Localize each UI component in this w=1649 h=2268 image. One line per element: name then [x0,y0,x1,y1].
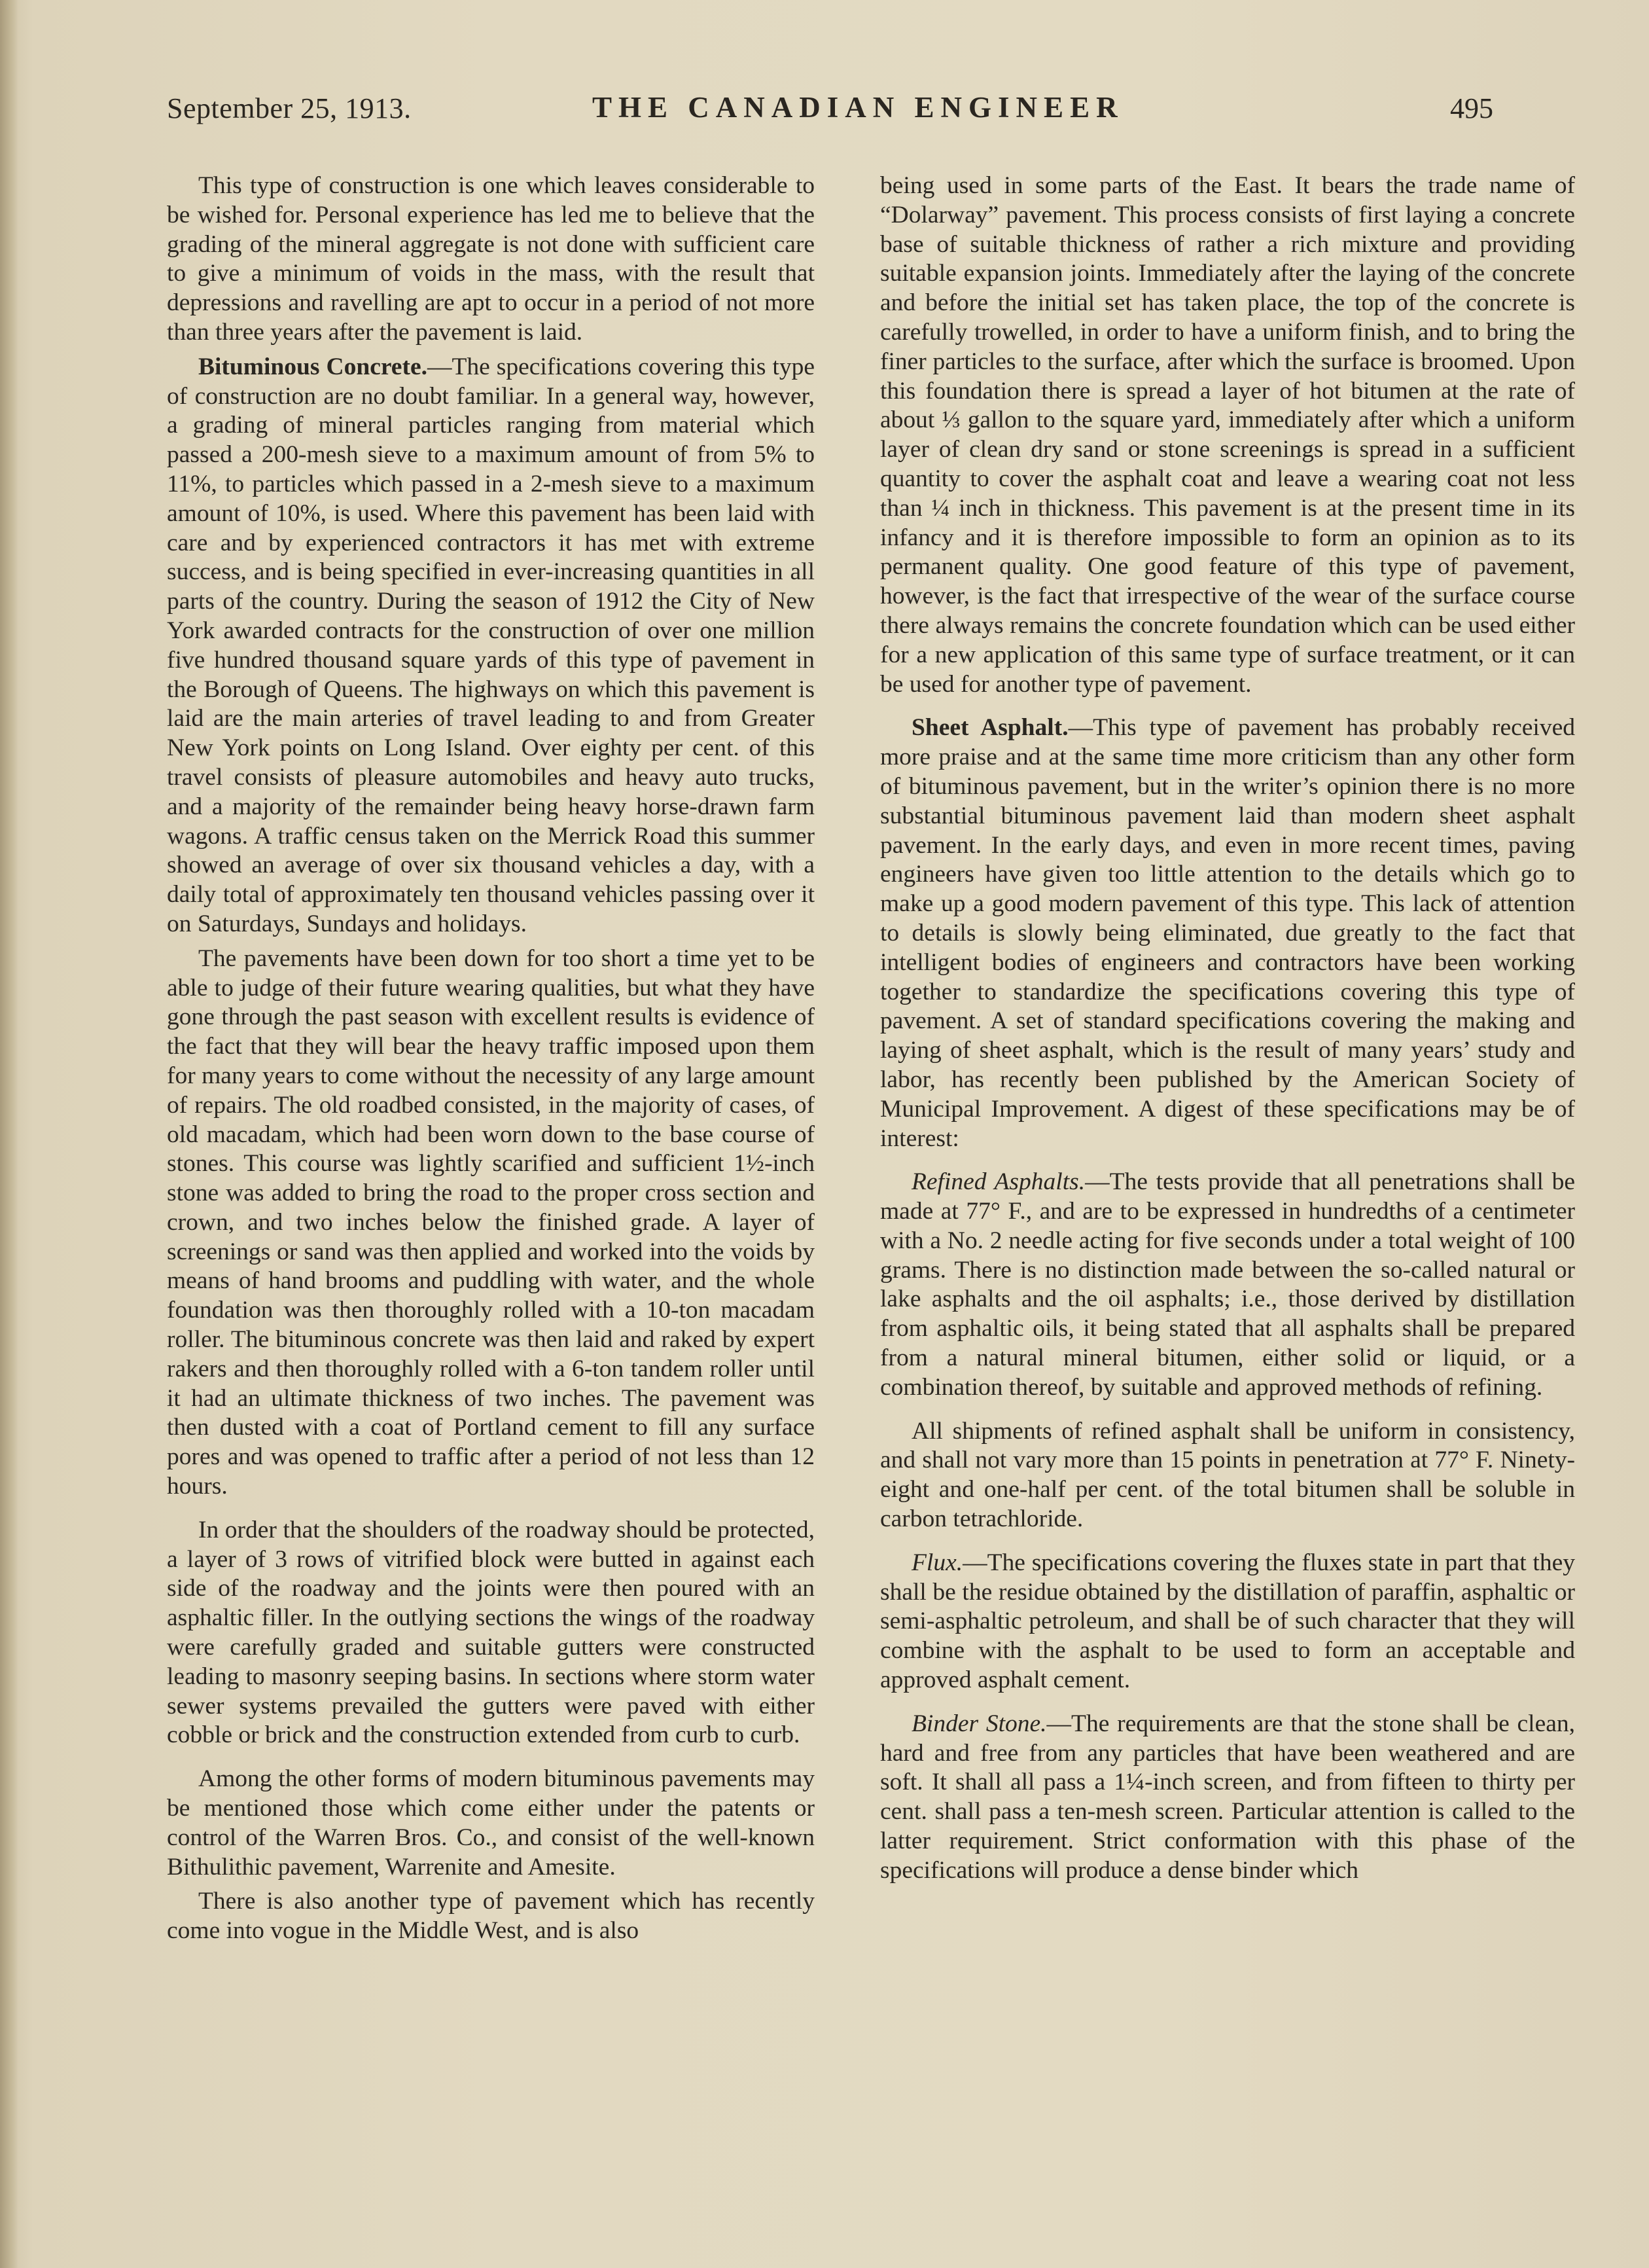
header-date: September 25, 1913. [167,92,412,124]
paragraph: There is also another type of pavement which has recently come into vogue in the Middle West, and is also [167,1888,815,1945]
subsection-heading: Flux. [912,1549,963,1576]
paragraph-text: —The specifications covering this type of construction are no doubt familiar. In a general way, however, a grading of mineral particles ranging from material which passed a 200-mesh sieve to a maximum amount of from 5% to 11%, to particles which passed in a 2-mesh sieve to a maximum amount of 10%, is used. Where this pavement has been laid with care and by experienced contractors it has met with extreme success, and is being specified in ever-increasing quantities in all parts of the country. During the season of 1912 the City of New York awarded contracts for the construction of over one million five hundred thousand square yards of this type of pavement in the Borough of Queens. The highways on which this pavement is laid are the main arteries of travel leading to and from Greater New York points on Long Island. Over eighty per cent. of this travel consists of pleasure automobiles and heavy auto trucks, and a majority of the remainder being heavy horse-drawn farm wagons. A traffic census taken on the Merrick Road this summer showed an average of over six thousand vehicles a day, with a daily total of approximately ten thousand vehicles passing over it on Saturdays, Sundays and holidays. [167,353,815,937]
paragraph-text: —The tests provide that all penetrations shall be made at 77° F., and are to be expressed in hundredths of a centimeter with a No. 2 needle acting for five seconds under a total weight of 100 grams. There is no distinction made between the so-called natural or lake asphalts and the oil asphalts; i.e., those derived by distillation from asphaltic oils, it being stated that all asphalts shall be prepared from a natural mineral bitumen, either solid or liquid, or a combination thereof, by suitable and approved methods of refining. [880,1168,1575,1401]
page-number: 495 [1450,92,1493,124]
paragraph [167,353,815,939]
paragraph: In order that the shoulders of the roadway should be protected, a layer of 3 rows of vitrified block were butted in against each side of the roadway and the joints were then poured with an asphaltic filler. In the outlying sections the wings of the roadway were carefully graded and suitable gutters were constructed leading to masonry seeping basins. In sections where storm water sewer systems prevailed the gutters were paved with either cobble or brick and the construction extended from curb to curb. [167,1516,815,1749]
journal-title: THE CANADIAN ENGINEER [592,91,1124,124]
paragraph [880,713,1575,1153]
left-column [167,171,815,1951]
paragraph: being used in some parts of the East. It bears the trade name of “Dolarway” pavement. This process consists of first laying a concrete base of suitable thickness of rather a rich mixture and providing suitable expansion joints. Immediately after the laying of the concrete and before the initial set has taken place, the top of the concrete is carefully trowelled, in order to have a uniform finish, and to bring the finer particles to the surface, after which the surface is broomed. Upon this foundation there is spread a layer of hot bitumen at the rate of about ⅓ gallon to the square yard, immediately after which a uniform layer of clean dry sand or stone screenings is spread in a sufficient quantity to cover the asphalt coat and leave a wearing coat not less than ¼ inch in thickness. This pavement is at the present time in its infancy and it is therefore impossible to form an opinion as to its permanent quality. One good feature of this type of pavement, however, is the fact that irrespective of the wear of the surface course there always remains the concrete foundation which can be used either for a new application of this same type of surface treatment, or it can be used for another type of pavement. [880,172,1575,698]
paragraph: This type of construction is one which leaves considerable to be wished for. Personal experience has led me to believe that the grading of the mineral aggregate is not done with sufficient care to give a minimum of voids in the mass, with the result that depressions and ravelling are apt to occur in a period of not more than three years after the pavement is laid. [167,172,815,346]
paragraph: All shipments of refined asphalt shall be uniform in consistency, and shall not vary more than 15 points in penetration at 77° F. Ninety-eight and one-half per cent. of the total bitumen shall be soluble in carbon tetrachloride. [880,1417,1575,1533]
binding-shadow [0,0,18,2268]
paragraph: Among the other forms of modern bituminous pavements may be mentioned those which come either under the patents or control of the Warren Bros. Co., and consist of the well-known Bithulithic pavement, Warrenite and Amesite. [167,1765,815,1881]
subsection-heading: Binder Stone. [912,1710,1047,1737]
paragraph-text: —The specifications covering the fluxes state in part that they shall be the residue obtained by the distillation of paraffin, asphaltic or semi-asphaltic petroleum, and shall be of such character that they will combine with the asphalt to be used to form an acceptable and approved asphalt cement. [880,1549,1575,1694]
paragraph [880,1710,1575,1886]
section-heading: Bituminous Concrete. [198,353,427,380]
paragraph: The pavements have been down for too short a time yet to be able to judge of their future wearing qualities, but what they have gone through the past season with excellent results is evidence of the fact that they will bear the heavy traffic imposed upon them for many years to come without the necessity of any large amount of repairs. The old roadbed consisted, in the majority of cases, of old macadam, which had been worn down to the base course of stones. This course was lightly scarified and sufficient 1½-inch stone was added to bring the road to the proper cross section and crown, and two inches below the finished grade. A layer of screenings or sand was then applied and worked into the voids by means of hand brooms and puddling with water, and the whole foundation was then thoroughly rolled with a 10-ton macadam roller. The bituminous concrete was then laid and raked by expert rakers and then thoroughly rolled with a 6-ton tandem roller until it had an ultimate thickness of two inches. The pavement was then dusted with a coat of Portland cement to fill any surface pores and was opened to traffic after a period of not less than 12 hours. [167,945,815,1500]
paragraph-text: —This type of pavement has probably received more praise and at the same time more criticism than any other form of bituminous pavement, but in the writer’s opinion there is no more substantial bituminous pavement laid than modern sheet asphalt pavement. In the early days, and even in more recent times, paving engineers have given too little attention to the details which go to make up a good modern pavement of this type. This lack of attention to details is slowly being eliminated, due greatly to the fact that intelligent bodies of engineers and contractors have been working together to standardize the specifications covering this type of pavement. A set of standard specifications covering the making and laying of sheet asphalt, which is the result of many years’ study and labor, has recently been published by the American Society of Municipal Improvement. A digest of these specifications may be of interest: [880,714,1575,1152]
paragraph [880,1549,1575,1695]
running-header [0,92,1649,137]
right-column [880,171,1575,1891]
paragraph-text: —The requirements are that the stone shall be clean, hard and free from any particles that have been weathered and are soft. It shall all pass a 1¼-inch screen, and from fifteen to thirty per cent. shall pass a ten-mesh screen. Particular attention is called to the latter requirement. Strict conformation with this phase of the specifications will produce a dense binder which [880,1710,1575,1884]
section-heading: Sheet Asphalt. [912,714,1069,742]
subsection-heading: Refined Asphalts. [912,1168,1086,1196]
paragraph [880,1168,1575,1402]
